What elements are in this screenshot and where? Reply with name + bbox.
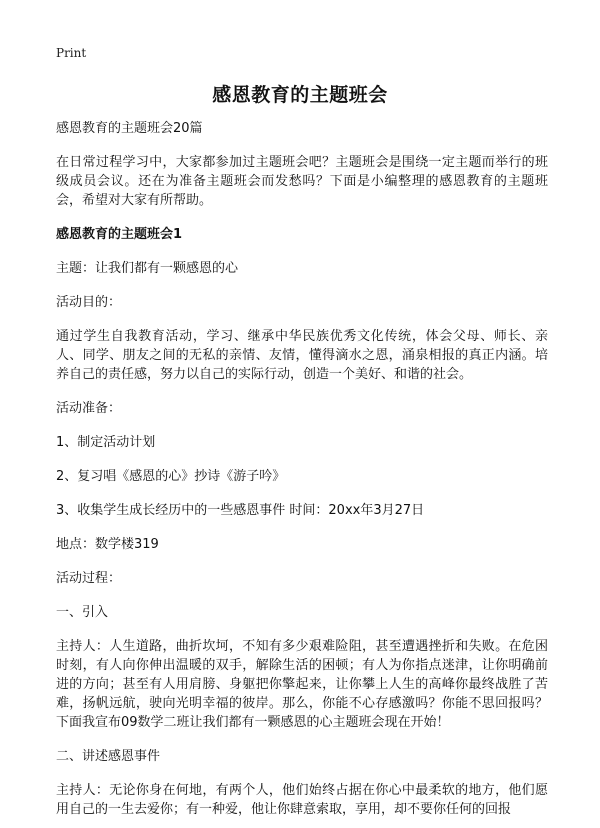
prep-item: 2、复习唱《感恩的心》抄诗《游子吟》 — [56, 469, 286, 484]
step-paragraph: 主持人：人生道路，曲折坎坷，不知有多少艰难险阻，甚至遭遇挫折和失败。在危困时刻，有人向你伸出温暖的双手，解除生活的困顿；有人为你指点迷津，让你明确前进的方向；甚至有人用肩膀、身躯把你擎起来，让你攀上人生的高峰你最终战胜了苦难，扬帆远航，驶向光明幸福的彼岸。那么，你能不心存感激吗？你能不思回报吗？下面我宣布09数学二班让我们都有一颗感恩的心主题班会现在开始！ — [56, 639, 548, 730]
step-heading: 二、讲述感恩事件 — [56, 749, 161, 764]
process-label: 活动过程： — [56, 571, 122, 586]
prep-item: 3、收集学生成长经历中的一些感恩事件 时间：20xx年3月27日 — [56, 503, 425, 518]
document-title: 感恩教育的主题班会 — [212, 84, 388, 106]
step-paragraph: 主持人：无论你身在何地，有两个人，他们始终占据在你心中最柔软的地方，他们愿用自己的一生去爱你；有一种爱，他让你肆意索取，享用，却不要你任何的回报 — [56, 783, 548, 817]
document-body — [56, 119, 548, 828]
purpose-paragraph: 通过学生自我教育活动，学习、继承中华民族优秀文化传统，体会父母、师长、亲人、同学、朋友之间的无私的亲情、友情，懂得滴水之恩，涌泉相报的真正内涵。培养自己的责任感，努力以自己的实际行动，创造一个美好、和谐的社会。 — [56, 329, 548, 382]
step-heading: 一、引入 — [56, 605, 109, 620]
document-subtitle: 感恩教育的主题班会20篇 — [56, 121, 203, 136]
location-line: 地点：数学楼319 — [56, 537, 159, 552]
purpose-label: 活动目的： — [56, 295, 122, 310]
prep-label: 活动准备： — [56, 401, 122, 416]
theme-line: 主题：让我们都有一颗感恩的心 — [56, 261, 239, 276]
prep-item: 1、制定活动计划 — [56, 435, 156, 450]
section-heading: 感恩教育的主题班会1 — [56, 227, 183, 242]
print-link[interactable]: Print — [56, 46, 87, 60]
intro-paragraph: 在日常过程学习中，大家都参加过主题班会吧？主题班会是围绕一定主题而举行的班级成员会议。还在为准备主题班会而发愁吗？下面是小编整理的感恩教育的主题班会，希望对大家有所帮助。 — [56, 155, 548, 208]
